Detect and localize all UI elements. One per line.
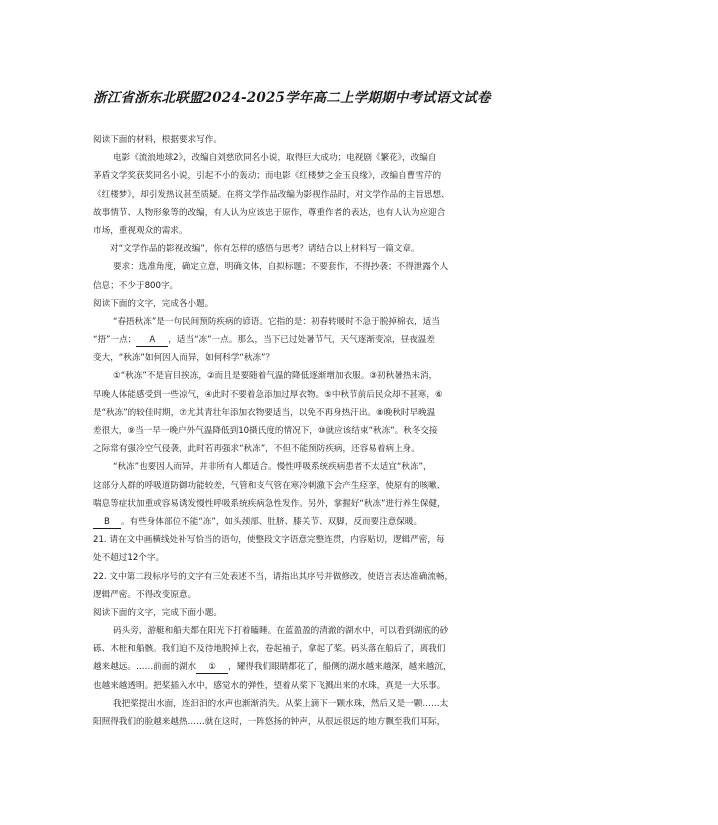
text-line: 市场，重视观众的需求。 — [93, 225, 188, 236]
text-fragment: 越来越远。……前面的湖水 — [93, 662, 197, 673]
text-line: 《红楼梦》，却引发热议甚至质疑。在将文学作品改编为影视作品时，对文学作品的主旨思想、 — [93, 189, 450, 200]
text-line: “秋冻”也要因人而异，并非所有人都适合。慢性呼吸系统疾病患者不太适宜“秋冻”， — [113, 462, 432, 473]
text-line: 阳照得我们的脸越来越热……就在这时，一阵悠扬的钟声，从很远很远的地方飘至我们耳际， — [93, 717, 446, 727]
text-fragment: ，适当“冻”一点。那么，当下已过处暑节气，天气逐渐变凉，昼夜温差 — [168, 335, 435, 346]
question-text: 21. 请在文中画横线处补写恰当的语句，使整段文字语意完整连贯，内容贴切，逻辑严密，每 — [93, 535, 445, 546]
text-fragment: 。有些身体部位不能“冻”，如头颈部、肚脐、膝关节、双脚，反而要注意保暖。 — [121, 516, 423, 527]
text-line: 也越来越透明。把桨插入水中，感觉水的弹性，望着从桨下飞溅出来的水珠，真是一大乐事。 — [93, 680, 446, 691]
text-line: 茅盾文学奖获奖同名小说，引起不小的轰动；而电影《红楼梦之金玉良缘》，改编自曹雪芹的 — [93, 171, 442, 182]
section-instruction: 阅读下面的材料，根据要求写作。 — [93, 135, 222, 145]
text-line: 故事情节、人物形象等的改编，有人认为应该忠于原作，尊重作者的表达，也有人认为应迎合 — [93, 207, 446, 218]
question-text: 22. 文中第二段标序号的文字有三处表述不当，请指出其序号并做修改，使语言表达准确流畅， — [93, 571, 454, 582]
text-line: 这部分人群的呼吸道防御功能较差，气管和支气管在寒冷刺激下会产生痉挛，使原有的咳嗽、 — [93, 480, 446, 491]
text-fragment: ，耀得我们眼睛都花了，船侧的湖水越来越深，越来越沉， — [228, 662, 452, 673]
text-line: 之际常有强冷空气侵袭，此时若再强求“秋冻”，不但不能预防疾病，还容易着病上身。 — [93, 444, 420, 455]
blank-b: B — [93, 517, 121, 529]
text-fragment: “捂”一点； — [93, 335, 137, 346]
document-title: 浙江省浙东北联盟2024-2025学年高二上学期期中考试语文试卷 — [93, 90, 491, 106]
text-line: 我把桨提出水面，连汩汩的水声也渐渐消失。从桨上滴下一颗水珠，然后又是一颗……太 — [113, 698, 449, 709]
text-line: 电影《流浪地球2》，改编自刘慈欣同名小说，取得巨大成功；电视剧《繁花》，改编自 — [113, 153, 437, 164]
text-line: 早晚人体能感受到一些凉气，④此时不要着急添加过厚衣物。⑤中秋节前后民众却不甚寒，⑥ — [93, 389, 443, 400]
document-body — [93, 131, 545, 731]
text-line: “春捂秋冻”是一句民间预防疾病的谚语。它指的是：初春转暖时不急于脱掉棉衣，适当 — [113, 316, 440, 327]
blank-1: ① — [196, 662, 228, 674]
text-line: ①“秋冻”不是盲目挨冻，②而且是要随着气温的降低逐渐增加衣服。③初秋暑热未消， — [113, 371, 438, 382]
blank-a: A — [136, 335, 168, 347]
text-line: 喘息等症状加重或容易诱发慢性呼吸系统疾病急性发作。另外，掌握好“秋冻”进行养生保健， — [93, 498, 446, 509]
text-line: 差很大，⑨当一早一晚户外气温降低到10摄氏度的情况下，⑩就应该结束“秋冻”。秋冬交接 — [93, 426, 438, 436]
text-line: 信息；不少于800字。 — [93, 280, 179, 291]
text-line: 对“文学作品的影视改编”，你有怎样的感悟与思考？请结合以上材料写一篇文章。 — [110, 244, 420, 255]
text-line: 砾、木桩和船骸。我们迫不及待地脱掉上衣，卷起袖子，拿起了桨。码头落在船后了，离我们 — [93, 644, 446, 655]
text-line — [93, 658, 545, 676]
text-line: 要求：选准角度，确定立意，明确文体，自拟标题；不要套作，不得抄袭；不得泄露个人 — [113, 262, 449, 273]
text-line — [93, 331, 545, 349]
text-line: 码头旁，游艇和船夫都在阳光下打着瞌睡。在蓝盈盈的清澈的湖水中，可以看到湖底的砂 — [113, 626, 449, 637]
question-text: 处不超过12个字。 — [93, 553, 165, 564]
text-line: 是“秋冻”的较佳时期，⑦尤其青壮年添加衣物要适当，以免不再身热汗出。⑧晚秋时早晚温 — [93, 407, 436, 418]
text-line — [93, 513, 545, 531]
section-instruction: 阅读下面的文字，完成下面小题。 — [93, 607, 222, 618]
text-line: 变大，“秋冻”如何因人而异，如何科学“秋冻”？ — [93, 353, 275, 364]
section-instruction: 阅读下面的文字，完成各小题。 — [93, 298, 214, 309]
question-text: 逻辑严密。不得改变原意。 — [93, 589, 197, 600]
